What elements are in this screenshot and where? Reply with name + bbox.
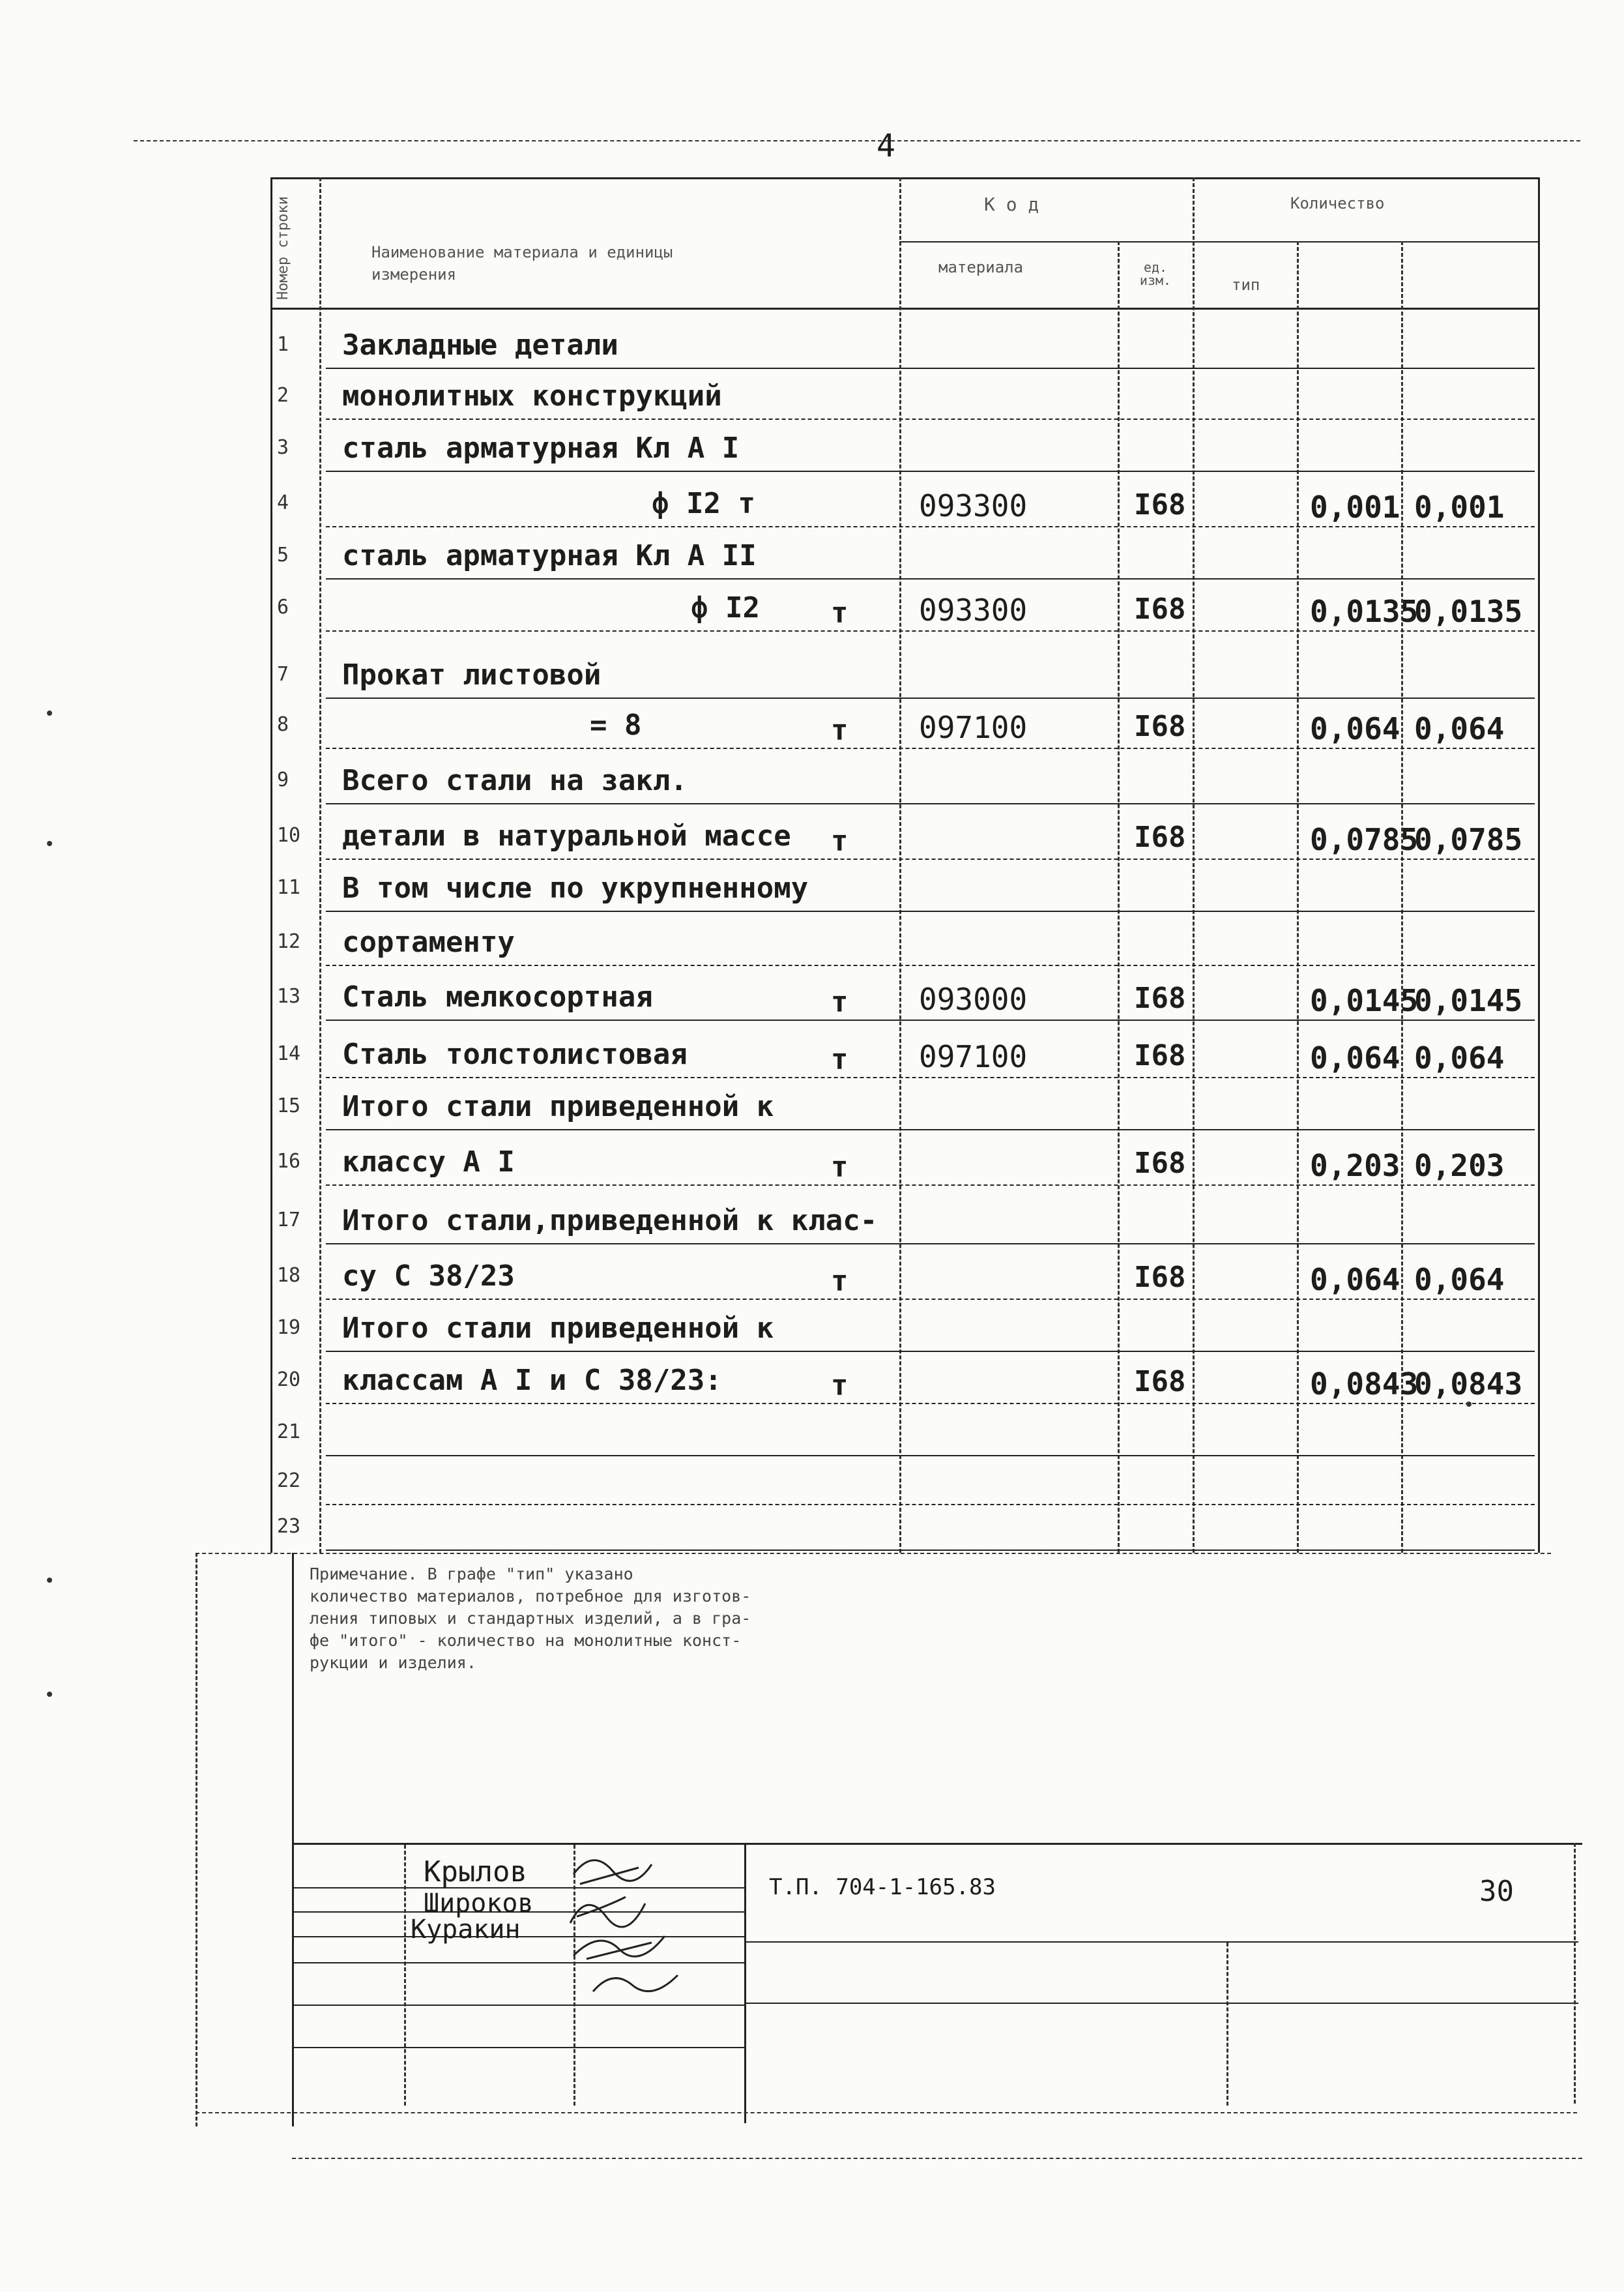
scan-mark [47,1692,52,1697]
row-number: 12 [277,930,301,953]
row-number: 10 [277,824,301,847]
material-name: классу А I [342,1145,515,1179]
qty-total: 0,203 [1310,1148,1400,1183]
material-name: монолитных конструкций [342,379,722,413]
unit-mark: т [831,1369,848,1402]
row-number: 6 [277,596,289,619]
unit-mark: т [831,825,848,858]
row-divider [326,419,1535,420]
row-number: 3 [277,436,289,459]
sig-col-1 [404,1845,406,2106]
row-divider [326,1184,1535,1186]
row-number: 9 [277,769,289,791]
footnote: Примечание. В графе "тип" указано количество материалов, потребное для изготов- ления типовых и стандартных изделий, а в гра- фе "итого" - количество на монолитные конст- рукции и изделия. [310,1565,751,1672]
material-name: Прокат листовой [342,658,602,692]
row-divider [326,859,1535,860]
qty-total: 0,064 [1310,1040,1400,1076]
header-bottom-border [270,308,1538,310]
row-divider [326,526,1535,527]
unit-code: I68 [1134,1147,1186,1180]
unit-mark: т [831,596,848,630]
signatures [567,1845,730,2001]
row-divider [326,368,1535,369]
row-number: 18 [277,1264,301,1287]
material-name: сталь арматурная Кл А II [342,539,757,572]
row-divider [326,1455,1535,1456]
stamp-title-rule [744,2003,1578,2004]
qty-total: 0,0135 [1310,594,1419,629]
material-name: классам А I и С 38/23: [342,1364,722,1397]
row-divider [326,1243,1535,1244]
row-divider [326,748,1535,749]
table-left-border [270,177,272,1553]
qty-total: 0,064 [1310,1262,1400,1297]
material-name: Итого стали,приведенной к клас- [342,1204,878,1237]
stamp-name-2: Широков [424,1888,534,1918]
stamp-right-divider [1226,1943,1228,2106]
material-name: В том числе по укрупненному [342,872,809,905]
material-name: ф I2 т [652,487,755,520]
row-divider [326,1504,1535,1505]
stamp-name-1: Крылов [424,1855,527,1888]
unit-code: I68 [1134,710,1186,743]
qty-per: 0,064 [1414,711,1505,746]
scan-mark [1466,1402,1472,1407]
page-bottom-rule [292,2158,1582,2159]
note-left-border [292,1553,294,2126]
page-number: 4 [877,128,895,164]
code-group-rule [899,241,1538,242]
row-number: 13 [277,985,301,1008]
qty-per: 0,0785 [1414,822,1523,857]
table-right-border [1538,177,1540,1553]
row-number: 8 [277,713,289,736]
qty-per: 0,001 [1414,490,1505,525]
row-number: 1 [277,333,289,356]
scan-mark [47,711,52,716]
row-number: 19 [277,1316,301,1339]
sig-rule-5 [292,2005,744,2006]
unit-mark: т [831,714,848,747]
unit-mark: т [831,1151,848,1184]
material-name: = 8 [590,709,642,742]
sig-rule-6 [292,2047,744,2048]
stamp-bottom-rule [196,2112,1577,2113]
material-name: сортаменту [342,926,515,959]
material-name: сталь арматурная Кл А I [342,432,740,465]
material-col-border [899,177,901,1553]
header-name-text: Наименование материала и единицы измерения [371,243,673,284]
colb-border [1401,241,1403,1553]
row-number: 5 [277,544,289,566]
row-number: 14 [277,1042,301,1065]
row-divider [326,578,1535,580]
unit-code: I68 [1134,1261,1186,1294]
unit-code: I68 [1134,1365,1186,1398]
qty-per: 0,0843 [1414,1366,1523,1402]
header-material: материала [938,258,1024,276]
row-divider [326,1020,1535,1021]
stamp-sheet-number: 30 [1479,1875,1514,1908]
unit-code: I68 [1134,821,1186,854]
material-name: Сталь мелкосортная [342,980,653,1014]
unit-code: I68 [1134,593,1186,626]
unit-mark: т [831,1043,848,1076]
material-name: Сталь толстолистовая [342,1038,688,1071]
stamp-main-divider [744,1843,746,2123]
material-name: су С 38/23 [342,1259,515,1293]
header-qty-group: Количество [1290,194,1385,213]
type-col-border [1297,241,1299,1553]
row-number: 16 [277,1150,301,1173]
qty-total: 0,064 [1310,711,1400,746]
left-outer-border [196,1553,197,2126]
material-code: 097100 [919,1039,1028,1074]
material-name: Итого стали приведенной к [342,1312,774,1345]
row-divider [326,1299,1535,1300]
row-number: 2 [277,384,289,407]
material-code: 093000 [919,982,1028,1017]
qty-total: 0,0145 [1310,983,1419,1018]
row-divider [326,911,1535,912]
stamp-top-rule [292,1843,1582,1845]
top-rule [134,140,1580,141]
material-name: Всего стали на закл. [342,764,688,797]
row-number: 7 [277,663,289,686]
qty-total: 0,001 [1310,490,1400,525]
header-row-number: Номер строки [275,196,291,300]
qty-per: 0,0135 [1414,594,1523,629]
unit-mark: т [831,1265,848,1298]
unit-col-border [1118,241,1120,1553]
row-divider [326,1129,1535,1130]
header-unit: ед. изм. [1139,259,1172,288]
scan-mark [47,1578,52,1583]
note-top-rule [196,1553,1551,1554]
material-name: детали в натуральной массе [342,819,791,853]
scan-mark [47,841,52,846]
row-divider [326,471,1535,472]
row-number: 15 [277,1095,301,1117]
material-code: 097100 [919,710,1028,745]
stamp-far-right-border [1574,1843,1576,2104]
row-divider [326,803,1535,804]
row-divider [326,1550,1535,1551]
rownum-col-border [319,177,321,1553]
row-number: 21 [277,1420,301,1443]
row-divider [326,1077,1535,1078]
qty-total: 0,0785 [1310,822,1419,857]
stamp-doc-code: Т.П. 704-1-165.83 [769,1874,996,1900]
material-name: ф I2 [691,591,760,624]
qty-total: 0,0843 [1310,1366,1419,1402]
unit-code: I68 [1134,1039,1186,1072]
stamp-mid-rule [744,1941,1578,1943]
unit-code: I68 [1134,488,1186,522]
material-code: 093300 [919,593,1028,628]
row-divider [326,698,1535,699]
row-number: 20 [277,1368,301,1391]
qty-per: 0,0145 [1414,983,1523,1018]
row-number: 4 [277,492,289,514]
qty-per: 0,064 [1414,1040,1505,1076]
qty-per: 0,064 [1414,1262,1505,1297]
row-number: 22 [277,1469,301,1492]
header-type: тип [1232,276,1260,294]
stamp-name-3: Куракин [411,1915,521,1945]
header-name [371,241,684,286]
unit-mark: т [831,986,848,1019]
unit-code: I68 [1134,982,1186,1015]
qty-group-border [1193,177,1195,1553]
material-code: 093300 [919,488,1028,523]
qty-per: 0,203 [1414,1148,1505,1183]
row-number: 17 [277,1209,301,1231]
header-code-group: К о д [984,194,1039,215]
material-name: Закладные детали [342,329,618,362]
table-top-border [270,177,1538,179]
material-name: Итого стали приведенной к [342,1090,774,1123]
row-divider [326,1403,1535,1404]
row-divider [326,630,1535,632]
row-number: 11 [277,876,301,899]
row-number: 23 [277,1515,301,1538]
row-divider [326,1351,1535,1352]
row-divider [326,965,1535,966]
